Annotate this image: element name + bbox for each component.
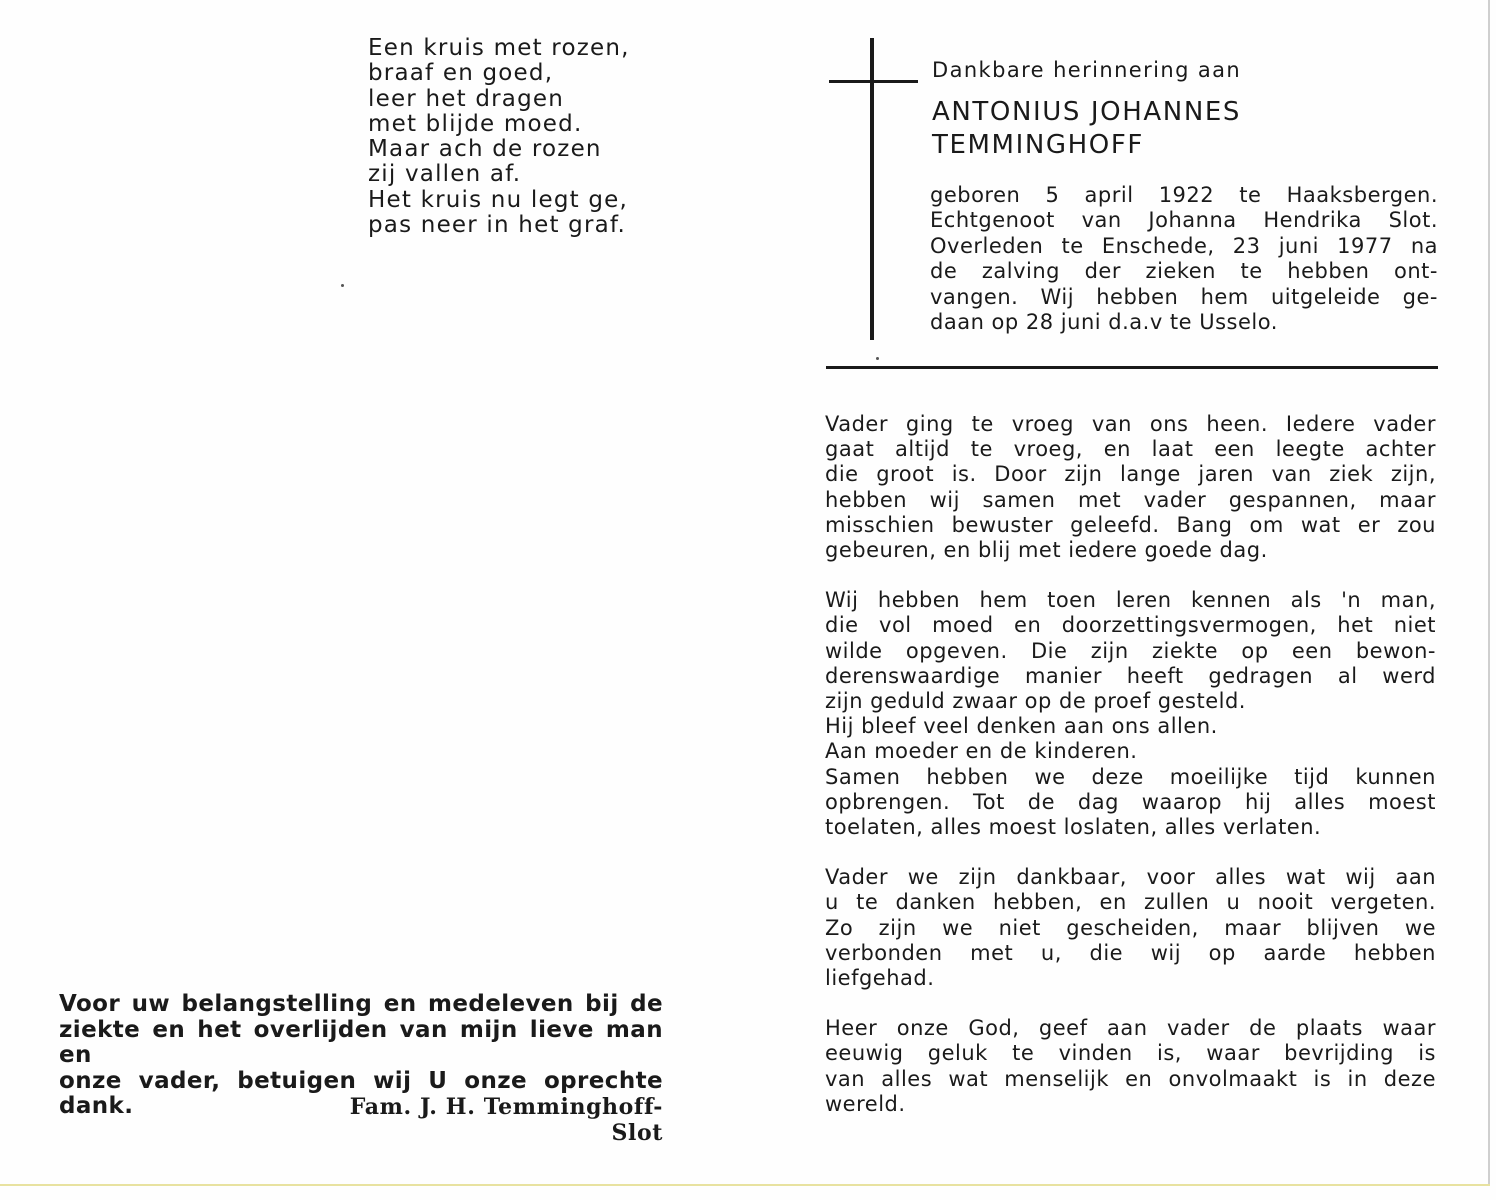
- text-line: zijn geduld zwaar op de proef gesteld.: [825, 689, 1246, 714]
- text-line: die vol moed en doorzettingsvermogen, het niet: [825, 613, 1436, 638]
- text-line: opbrengen. Tot de dag waarop hij alles moest: [825, 789, 1436, 814]
- thanks-line: onze vader, betuigen wij U onze oprechte dank.: [59, 1067, 663, 1119]
- card-right-edge: [1488, 0, 1490, 1185]
- text-line: Heer onze God, geef aan vader de plaats waar: [825, 1016, 1436, 1041]
- bio-line: Overleden te Enschede, 23 juni 1977 na: [930, 233, 1438, 258]
- poem-line: Een kruis met rozen,: [368, 35, 630, 61]
- thanks-line: Voor uw belangstelling en medeleven bij de: [59, 991, 663, 1017]
- text-line: Samen hebben we deze moeilijke tijd kunnen: [825, 764, 1436, 789]
- text-line: u te danken hebben, en zullen u nooit vergeten.: [825, 890, 1436, 915]
- text-line: Wij hebben hem toen leren kennen als 'n man,: [825, 588, 1436, 613]
- paragraph: [825, 865, 1436, 991]
- text-line: die groot is. Door zijn lange jaren van ziek zijn,: [825, 462, 1436, 487]
- poem-line: braaf en goed,: [368, 60, 554, 87]
- text-line: Zo zijn we niet gescheiden, maar blijven we: [825, 915, 1436, 940]
- text-line: gebeuren, en blij met iedere goede dag.: [825, 538, 1268, 563]
- paragraph: [825, 588, 1436, 840]
- poem-line: pas neer in het graf.: [368, 212, 627, 239]
- bio-line: vangen. Wij hebben hem uitgeleide ge-: [930, 284, 1438, 309]
- bio-line: daan op 28 juni d.a.v te Usselo.: [930, 310, 1278, 335]
- text-line: Hij bleef veel denken aan ons allen.: [825, 714, 1218, 739]
- bio-line: Echtgenoot van Johanna Hendrika Slot.: [930, 208, 1438, 233]
- poem-line: Het kruis nu legt ge,: [368, 186, 629, 213]
- name-line: TEMMINGHOFF: [932, 130, 1144, 160]
- poem-line: Maar ach de rozen: [368, 136, 602, 163]
- text-line: Vader ging te vroeg van ons heen. Iedere vader: [825, 412, 1436, 436]
- cross-icon-bar: [829, 80, 918, 83]
- text-line: liefgehad.: [825, 966, 935, 991]
- family-signature: Fam. J. H. Temminghoff-Slot: [349, 1094, 663, 1146]
- text-line: toelaten, alles moest loslaten, alles verlaten.: [825, 815, 1322, 840]
- bio-line: de zalving der zieken te hebben ont-: [930, 259, 1438, 284]
- biography: [930, 183, 1438, 335]
- memory-caption: Dankbare herinnering aan: [932, 58, 1242, 82]
- text-line: derenswaardige manier heeft gedragen al werd: [825, 663, 1436, 688]
- memorial-header: [932, 58, 1438, 162]
- poem: [368, 36, 668, 238]
- paragraph: [825, 1016, 1436, 1117]
- poem-line: leer het dragen: [368, 85, 564, 112]
- text-line: wilde opgeven. Die zijn ziekte op een bewon-: [825, 638, 1436, 663]
- poem-line: zij vallen af.: [368, 161, 522, 188]
- cross-icon: [870, 38, 874, 340]
- speck: [876, 357, 879, 360]
- text-line: Aan moeder en de kinderen.: [825, 739, 1138, 764]
- text-line: verbonden met u, die wij op aarde hebben: [825, 940, 1436, 965]
- text-line: gaat altijd te vroeg, en laat een leegte achter: [825, 437, 1436, 462]
- speck: [341, 284, 344, 287]
- divider: [826, 366, 1438, 369]
- paragraph: [825, 412, 1436, 563]
- text-line: hebben wij samen met vader gespannen, maar: [825, 487, 1436, 512]
- text-line: eeuwig geluk te vinden is, waar bevrijding is: [825, 1041, 1436, 1066]
- bio-line: geboren 5 april 1922 te Haaksbergen.: [930, 183, 1438, 207]
- eulogy-text: [825, 412, 1436, 1142]
- card-bottom-edge: [0, 1184, 1490, 1186]
- poem-line: met blijde moed.: [368, 110, 583, 137]
- text-line: van alles wat menselijk en onvolmaakt is in deze: [825, 1066, 1436, 1091]
- text-line: wereld.: [825, 1091, 906, 1116]
- name-line: ANTONIUS JOHANNES: [932, 97, 1241, 127]
- deceased-name: [932, 96, 1438, 162]
- thanks-line: ziekte en het overlijden van mijn lieve man en: [59, 1016, 663, 1068]
- text-line: misschien bewuster geleefd. Bang om wat er zou: [825, 512, 1436, 537]
- text-line: Vader we zijn dankbaar, voor alles wat wij aan: [825, 865, 1436, 890]
